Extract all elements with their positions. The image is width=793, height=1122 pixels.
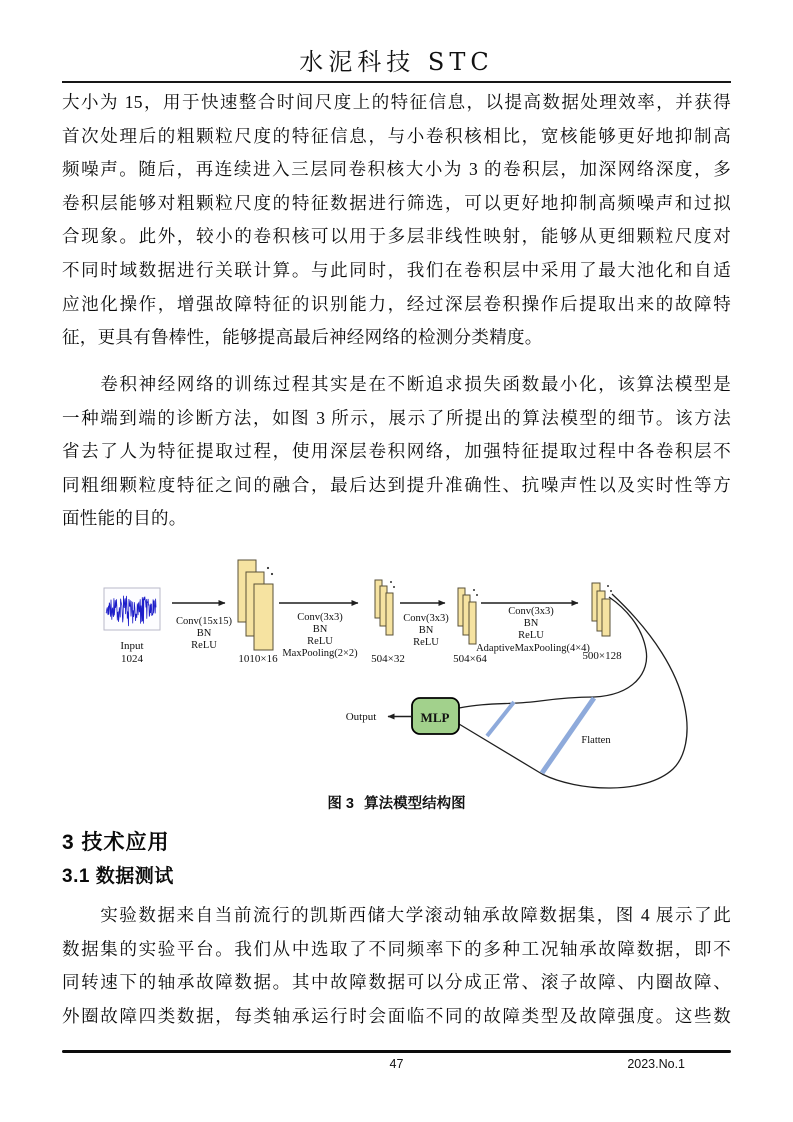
funnel-top-line xyxy=(459,697,594,708)
layer-dim-1: 1010×16 xyxy=(238,653,278,665)
conv4-label-1: Conv(3x3) xyxy=(508,606,554,617)
layer-dim-4: 500×128 xyxy=(582,650,622,662)
text-line: 省去了人为特征提取过程，使用深层卷积网络，加强特征提取过程中各卷积层不 xyxy=(62,441,731,462)
text-line: 面性能的目的。 xyxy=(62,508,187,529)
paragraph-3 xyxy=(62,899,731,1033)
conv1-label-2: BN xyxy=(196,628,212,639)
conv3-label-3: ReLU xyxy=(413,637,439,648)
conv4-label-4: AdaptiveMaxPooling(4×4) xyxy=(476,643,590,654)
text-line: 卷积层能够对粗颗粒尺度的特征数据进行筛选，可以更好地抑制高频噪声和过拟 xyxy=(62,192,731,213)
journal-title: 水泥科技 STC xyxy=(299,48,494,76)
feature-curve-outer xyxy=(542,594,687,788)
conv1-label-3: ReLU xyxy=(191,640,217,651)
text-line: 一种端到端的诊断方法，如图 3 所示，展示了所提出的算法模型的细节。该方法 xyxy=(62,407,731,428)
text-line: 同转速下的轴承故障数据。其中故障数据可以分成正常、滚子故障、内圈故障、 xyxy=(62,972,731,993)
mlp-label: MLP xyxy=(420,710,450,725)
input-signal-image xyxy=(104,588,160,630)
output-label: Output xyxy=(345,711,377,723)
page-number: 47 xyxy=(389,1057,404,1071)
conv4-label-2: BN xyxy=(523,618,539,629)
paragraph-2 xyxy=(62,368,731,536)
figure-3-architecture xyxy=(0,552,793,802)
input-label: Input xyxy=(120,640,144,652)
conv4-label-3: ReLU xyxy=(518,630,544,641)
text-line: 实验数据来自当前流行的凯斯西储大学滚动轴承故障数据集，图 4 展示了此 xyxy=(62,905,731,925)
layer-stack-1 xyxy=(238,560,273,650)
subsection-heading-3-1: 3.1 数据测试 xyxy=(62,866,174,887)
text-line: 频噪声。随后，再连续进入三层同卷积核大小为 3 的卷积层，加深网络深度，多 xyxy=(62,159,731,180)
conv3-label-1: Conv(3x3) xyxy=(403,613,449,624)
issue-number: 2023.No.1 xyxy=(627,1057,685,1071)
layer-stack-4 xyxy=(592,583,612,636)
conv2-label-3: ReLU xyxy=(307,636,333,647)
funnel-bottom-line xyxy=(459,724,542,774)
text-line: 首次处理后的粗颗粒尺度的特征信息，与小卷积核相比，宽核能够更好地抑制高 xyxy=(62,125,731,146)
text-line: 外圈故障四类数据，每类轴承运行时会面临不同的故障类型及故障强度。这些数 xyxy=(62,1005,731,1026)
layer-dim-2: 504×32 xyxy=(371,653,405,665)
layer-dim-3: 504×64 xyxy=(453,653,487,665)
conv2-label-4: MaxPooling(2×2) xyxy=(282,648,358,659)
section-heading-3: 3 技术应用 xyxy=(62,831,170,854)
text-line: 应池化操作，增强故障特征的识别能力，经过深层卷积操作后提取出来的故障特 xyxy=(62,293,731,314)
text-line: 大小为 15，用于快速整合时间尺度上的特征信息，以提高数据处理效率，并获得 xyxy=(62,92,731,112)
header-rule xyxy=(62,81,731,83)
text-line: 同粗细颗粒度特征之间的融合，最后达到提升准确性、抗噪声性以及实时性等方 xyxy=(62,474,731,495)
text-line: 卷积神经网络的训练过程其实是在不断追求损失函数最小化，该算法模型是 xyxy=(62,374,731,394)
figure-caption-text: 算法模型结构图 xyxy=(364,796,466,812)
footer-rule xyxy=(62,1050,731,1053)
flatten-label: Flatten xyxy=(581,735,611,746)
text-line: 合现象。此外，较小的卷积核可以用于多层非线性映射，能够从更细颗粒尺度对 xyxy=(62,226,731,247)
conv2-label-2: BN xyxy=(312,624,328,635)
layer-stack-3 xyxy=(458,588,478,644)
conv3-label-2: BN xyxy=(418,625,434,636)
text-line: 不同时域数据进行关联计算。与此同时，我们在卷积层中采用了最大池化和自适 xyxy=(62,259,731,280)
architecture-diagram-svg xyxy=(0,552,793,802)
paragraph-1 xyxy=(62,86,731,355)
figure-caption xyxy=(0,792,793,813)
flatten-slice-1 xyxy=(487,702,514,736)
conv2-label-1: Conv(3x3) xyxy=(297,612,343,623)
layer-stack-2 xyxy=(375,580,395,635)
conv1-label-1: Conv(15x15) xyxy=(176,616,232,627)
text-line: 数据集的实验平台。我们从中选取了不同频率下的多种工况轴承故障数据，即不 xyxy=(62,938,731,959)
input-size-label: 1024 xyxy=(121,653,143,665)
figure-caption-number: 图 3 xyxy=(327,796,354,812)
text-line: 征，更具有鲁棒性，能够提高最后神经网络的检测分类精度。 xyxy=(62,327,543,348)
